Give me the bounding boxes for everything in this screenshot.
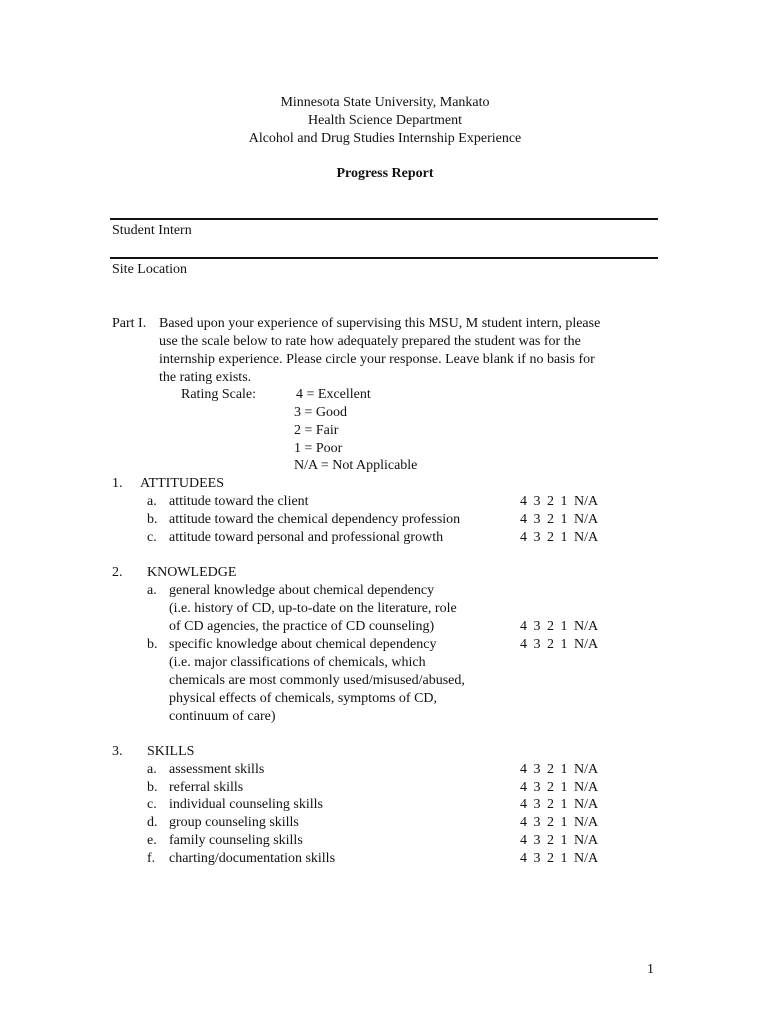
rating-options[interactable] (520, 618, 598, 636)
item-text: group counseling skills (169, 815, 299, 830)
rating-options[interactable] (520, 779, 598, 797)
rating-options[interactable] (520, 529, 598, 547)
rating-text: 4 3 2 1 N/A (520, 494, 599, 509)
rating-text: 4 3 2 1 N/A (520, 815, 599, 830)
item-text: charting/documentation skills (169, 851, 336, 866)
item-letter: b. (147, 780, 158, 795)
rating-text: 4 3 2 1 N/A (520, 833, 599, 848)
item-letter: a. (147, 762, 157, 777)
page-title: Progress Report (336, 166, 434, 181)
university-name: Minnesota State University, Mankato (280, 95, 490, 110)
scale-entry: 1 = Poor (294, 441, 343, 456)
rating-text: 4 3 2 1 N/A (520, 851, 599, 866)
page-number: 1 (647, 962, 654, 977)
site-location-label: Site Location (112, 262, 188, 277)
item-text: physical effects of chemicals, symptoms of CD, (169, 691, 438, 706)
item-text: general knowledge about chemical dependency (169, 583, 435, 598)
instruction-line: internship experience. Please circle your response. Leave blank if no basis for (159, 352, 595, 367)
item-text: referral skills (169, 780, 244, 795)
rating-text: 4 3 2 1 N/A (520, 797, 599, 812)
student-intern-line[interactable] (110, 218, 658, 220)
program-name: Alcohol and Drug Studies Internship Experience (248, 131, 522, 146)
rating-options[interactable] (520, 832, 598, 850)
item-letter: c. (147, 797, 157, 812)
item-text: assessment skills (169, 762, 265, 777)
site-location-line[interactable] (110, 257, 658, 259)
item-letter: d. (147, 815, 158, 830)
scale-entry: N/A = Not Applicable (294, 458, 418, 473)
rating-options[interactable] (520, 636, 598, 654)
item-letter: f. (147, 851, 156, 866)
rating-text: 4 3 2 1 N/A (520, 762, 599, 777)
item-letter: e. (147, 833, 157, 848)
item-text: attitude toward personal and professional growth (169, 530, 444, 545)
item-text: attitude toward the client (169, 494, 309, 509)
rating-text: 4 3 2 1 N/A (520, 512, 599, 527)
rating-options[interactable] (520, 814, 598, 832)
rating-options[interactable] (520, 511, 598, 529)
item-text: (i.e. major classifications of chemicals, which (169, 655, 426, 670)
section-title: ATTITUDEES (140, 476, 224, 491)
item-text: individual counseling skills (169, 797, 323, 812)
rating-text: 4 3 2 1 N/A (520, 619, 599, 634)
rating-text: 4 3 2 1 N/A (520, 530, 599, 545)
item-letter: b. (147, 637, 158, 652)
item-text: family counseling skills (169, 833, 303, 848)
rating-text: 4 3 2 1 N/A (520, 637, 599, 652)
section-number: 1. (112, 476, 123, 491)
item-letter: c. (147, 530, 157, 545)
item-letter: a. (147, 583, 157, 598)
instruction-line: Based upon your experience of supervising this MSU, M student intern, please (159, 316, 601, 331)
rating-options[interactable] (520, 761, 598, 779)
scale-entry: 3 = Good (294, 405, 348, 420)
instruction-line: use the scale below to rate how adequately prepared the student was for the (159, 334, 581, 349)
rating-options[interactable] (520, 493, 598, 511)
rating-options[interactable] (520, 796, 598, 814)
item-text: continuum of care) (169, 709, 276, 724)
rating-options[interactable] (520, 850, 598, 868)
section-title: SKILLS (147, 744, 195, 759)
section-number: 3. (112, 744, 123, 759)
item-text: specific knowledge about chemical dependency (169, 637, 437, 652)
scale-entry: 2 = Fair (294, 423, 339, 438)
item-text: attitude toward the chemical dependency profession (169, 512, 461, 527)
department-name: Health Science Department (308, 113, 462, 128)
instruction-line: the rating exists. (159, 370, 252, 385)
part-label: Part I. (112, 316, 147, 331)
rating-text: 4 3 2 1 N/A (520, 780, 599, 795)
item-text: of CD agencies, the practice of CD counseling) (169, 619, 435, 634)
item-letter: b. (147, 512, 158, 527)
scale-entry: 4 = Excellent (296, 387, 371, 402)
student-intern-label: Student Intern (112, 223, 192, 238)
section-number: 2. (112, 565, 123, 580)
rating-scale-label: Rating Scale: (181, 387, 257, 402)
section-title: KNOWLEDGE (147, 565, 237, 580)
item-text: chemicals are most commonly used/misused/abused, (169, 673, 465, 688)
item-letter: a. (147, 494, 157, 509)
item-text: (i.e. history of CD, up-to-date on the literature, role (169, 601, 457, 616)
